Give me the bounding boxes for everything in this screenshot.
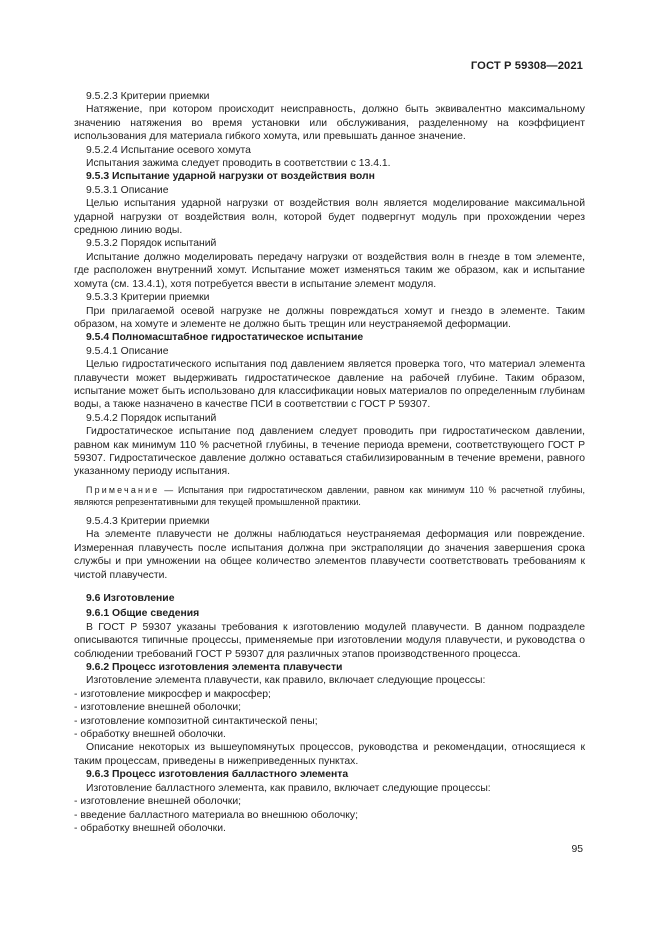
document-body <box>74 90 585 835</box>
paragraph: Испытания зажима следует проводить в соответствии с 13.4.1. <box>86 158 391 170</box>
subsection-heading: 9.6.1 Общие сведения <box>86 608 200 620</box>
paragraph: Целью испытания ударной нагрузки от воздействия волн является моделирование максимальной ударной нагрузки от воздействия волн, которой будет подвергнут модуль при прохождении через среднюю линию воды. <box>74 198 585 237</box>
clause-heading: 9.5.3.3 Критерии приемки <box>86 292 210 304</box>
subsection-heading: 9.6.2 Процесс изготовления элемента плавучести <box>86 662 343 674</box>
clause-heading: 9.5.4.3 Критерии приемки <box>86 515 210 527</box>
section-heading-9-6: 9.6 Изготовление <box>86 593 175 604</box>
document-header-standard: ГОСТ Р 59308—2021 <box>470 60 583 72</box>
note-text: — Испытания при гидростатическом давлении, равном как минимум 110 % расчетной глубины, являются репрезентативными для текущей промышленной практики. <box>74 484 585 508</box>
paragraph: Изготовление балластного элемента, как правило, включает следующие процессы: <box>86 782 491 794</box>
paragraph: В ГОСТ Р 59307 указаны требования к изготовлению модулей плавучести. В данном подразделе описываются типичные процессы, применяемые при изготовлении модуля плавучести, и руководства о соблюдении требований ГОСТ Р 59307 для различных этапов производственного процесса. <box>74 621 585 660</box>
paragraph: Натяжение, при котором происходит неисправность, должно быть эквивалентно максимальному значению натяжения во время установки или обслуживания, разделенному на коэффициент использования для материала гибкого хомута, или превышать данное значение. <box>74 104 585 143</box>
paragraph: При прилагаемой осевой нагрузке не должны повреждаться хомут и гнездо в элементе. Таким образом, на хомуте и элементе не должно быть трещин или неустраняемой деформации. <box>74 305 585 330</box>
list-item: - изготовление микросфер и макросфер; <box>74 688 271 700</box>
subsection-heading: 9.6.3 Процесс изготовления балластного элемента <box>86 769 349 781</box>
list-item: - обработку внешней оболочки. <box>74 822 226 834</box>
list-item: - обработку внешней оболочки. <box>74 729 226 741</box>
list-item: - изготовление внешней оболочки; <box>74 796 242 808</box>
section-9-5-4-3-text <box>74 515 585 582</box>
clause-heading: 9.5.2.4 Испытание осевого хомута <box>86 144 251 156</box>
paragraph: Изготовление элемента плавучести, как правило, включает следующие процессы: <box>86 675 486 687</box>
section-9-5-text <box>74 90 585 479</box>
clause-heading: 9.5.4.1 Описание <box>86 345 169 357</box>
clause-heading: 9.5.3.2 Порядок испытаний <box>86 238 217 250</box>
subsection-heading: 9.5.3 Испытание ударной нагрузки от воздействия волн <box>86 171 375 183</box>
note-label: Примечание <box>86 484 160 495</box>
page-number: 95 <box>571 844 583 855</box>
list-item: - изготовление композитной синтактической пены; <box>74 715 318 727</box>
paragraph: Целью гидростатического испытания под давлением является проверка того, что материал элемента плавучести может выдерживать гидростатическое давление на рабочей глубине. Таким образом, испытание может быть использовано для классификации новых материалов по определенным глубинам воды, а также назначено в качестве ПСИ в соответствии с ГОСТ Р 59307. <box>74 359 585 411</box>
section-9-6-text <box>74 607 585 835</box>
list-item: - изготовление внешней оболочки; <box>74 702 242 714</box>
clause-heading: 9.5.4.2 Порядок испытаний <box>86 412 217 424</box>
clause-heading: 9.5.3.1 Описание <box>86 184 169 196</box>
subsection-heading: 9.5.4 Полномасштабное гидростатическое испытание <box>86 332 364 344</box>
paragraph: Описание некоторых из вышеупомянутых процессов, руководства и рекомендации, относящиеся к таким процессам, приведены в нижеприведенных пунктах. <box>74 742 585 767</box>
clause-heading: 9.5.2.3 Критерии приемки <box>86 91 210 102</box>
list-item: - введение балластного материала во внешнюю оболочку; <box>74 809 358 821</box>
paragraph: Испытание должно моделировать передачу нагрузки от воздействия волн в гнезде в том элементе, где расположен внутренний хомут. Испытание может изменяться таким же образом, как и испытание хомута (см. 13.4.1), хотя потребуется ввести в испытание элемент модуля. <box>74 251 585 290</box>
paragraph: На элементе плавучести не должны наблюдаться неустраняемая деформация или повреждение. Измеренная плавучесть после испытания должна при экстраполяции до значения завершения срока службы и при умножении на общее количество элементов плавучести соответствовать требованиям к чистой плавучести. <box>74 529 585 581</box>
note-paragraph <box>74 484 585 509</box>
paragraph: Гидростатическое испытание под давлением следует проводить при гидростатическом давлении, равном как минимум 110 % расчетной глубины, в течение периода времени, соответствующего ГОСТ Р 59307. Гидростатическое давление должно оставаться стабилизированным в течение времени, равного указанному периоду испытания. <box>74 426 585 478</box>
